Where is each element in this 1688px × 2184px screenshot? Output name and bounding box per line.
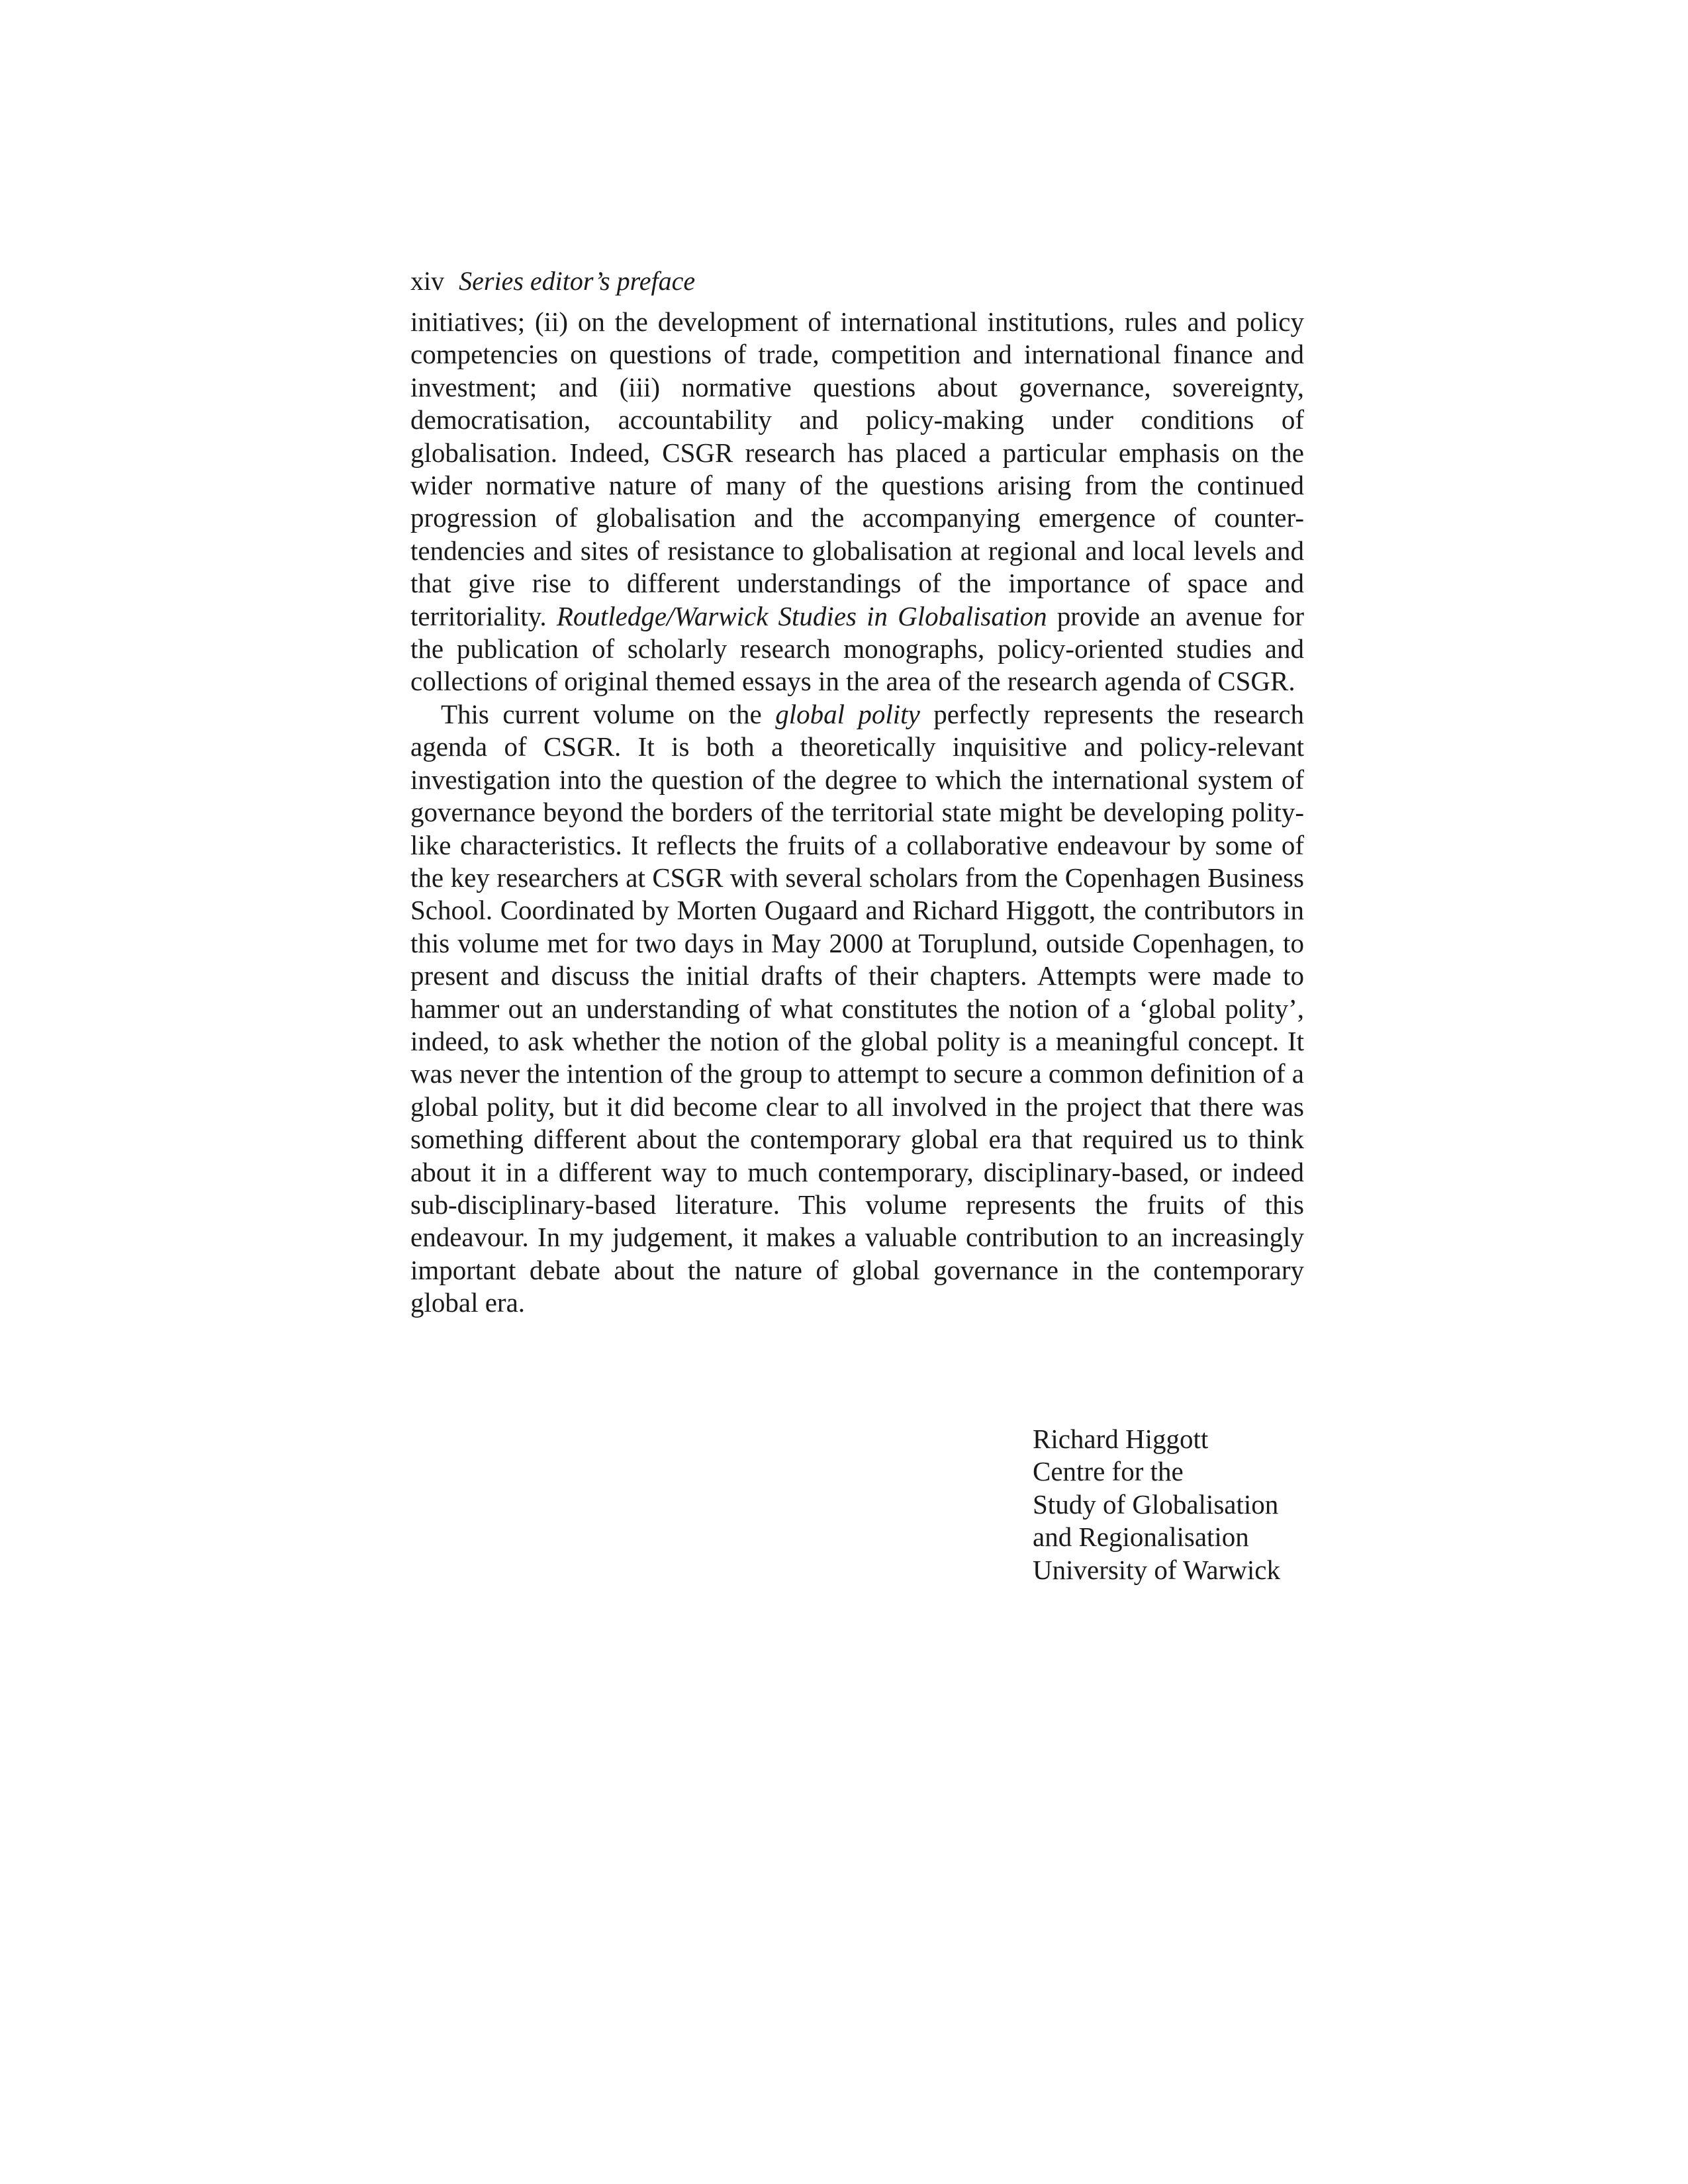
signature-affiliation-line: and Regionalisation xyxy=(1033,1522,1249,1553)
running-head-title: Series editor’s preface xyxy=(459,266,696,296)
running-head xyxy=(410,265,695,298)
paragraph2-text-b: perfectly represents the research agenda of CSGR. It is both a theoretically inquisitive and policy-relevant investigation into the question of the degree to which the international system of governance beyond the borders of the territorial state might be developing polity-like characteristics. It reflects the fruits of a collaborative endeavour by some of the key researchers at CSGR with several scholars from the Copenhagen Business School. Coordinated by Morten Ougaard and Richard Higgott, the contributors in this volume met for two days in May 2000 at Toruplund, outside Copenhagen, to present and discuss the initial drafts of their chapters. Attempts were made to hammer out an understanding of what constitutes the notion of a ‘global polity’, indeed, to ask whether the notion of the global polity is a meaningful concept. It was never the intention of the group to attempt to secure a common definition of a global polity, but it did become clear to all involved in the project that there was something different about the contemporary global era that required us to think about it in a different way to much contemporary, disciplinary-based, or indeed sub-disciplinary-based literature. This volume represents the fruits of this endeavour. In my judgement, it makes a valuable contribution to an increasingly important debate about the nature of global governance in the contemporary global era. xyxy=(410,698,1305,1318)
series-title: Routledge/Warwick Studies in Globalisation xyxy=(556,600,1047,631)
signature-block xyxy=(1033,1423,1280,1586)
paragraph-global-polity xyxy=(410,698,1304,1320)
emphasis-global-polity: global polity xyxy=(775,698,920,729)
page-number: xiv xyxy=(410,266,445,296)
body-text xyxy=(410,306,1304,1320)
signature-affiliation-line: Centre for the xyxy=(1033,1456,1184,1487)
paragraph1-text-a: initiatives; (ii) on the development of international institutions, rules and policy competencies on questions of trade, competition and international finance and investment; and (iii) normative questions about governance, sovereignty, democratisation, accountability and policy-making under conditions of globalisation. Indeed, CSGR research has placed a particular emphasis on the wider normative nature of many of the questions arising from the continued progression of globalisation and the accompanying emergence of counter-tendencies and sites of resistance to globalisation at regional and local levels and that give rise to different understandings of the importance of space and territoriality. xyxy=(410,306,1304,631)
signature-institution: University of Warwick xyxy=(1033,1554,1280,1585)
paragraph-continuation xyxy=(410,306,1304,698)
paragraph2-text-a: This current volume on the xyxy=(441,698,776,729)
paragraph1-text-b: provide an avenue for the publication of scholarly research monographs, policy-oriented studies and collections of original themed essays in the area of the research agenda of CSGR. xyxy=(410,600,1304,697)
signature-affiliation-line: Study of Globalisation xyxy=(1033,1488,1279,1520)
signature-name: Richard Higgott xyxy=(1033,1424,1209,1454)
